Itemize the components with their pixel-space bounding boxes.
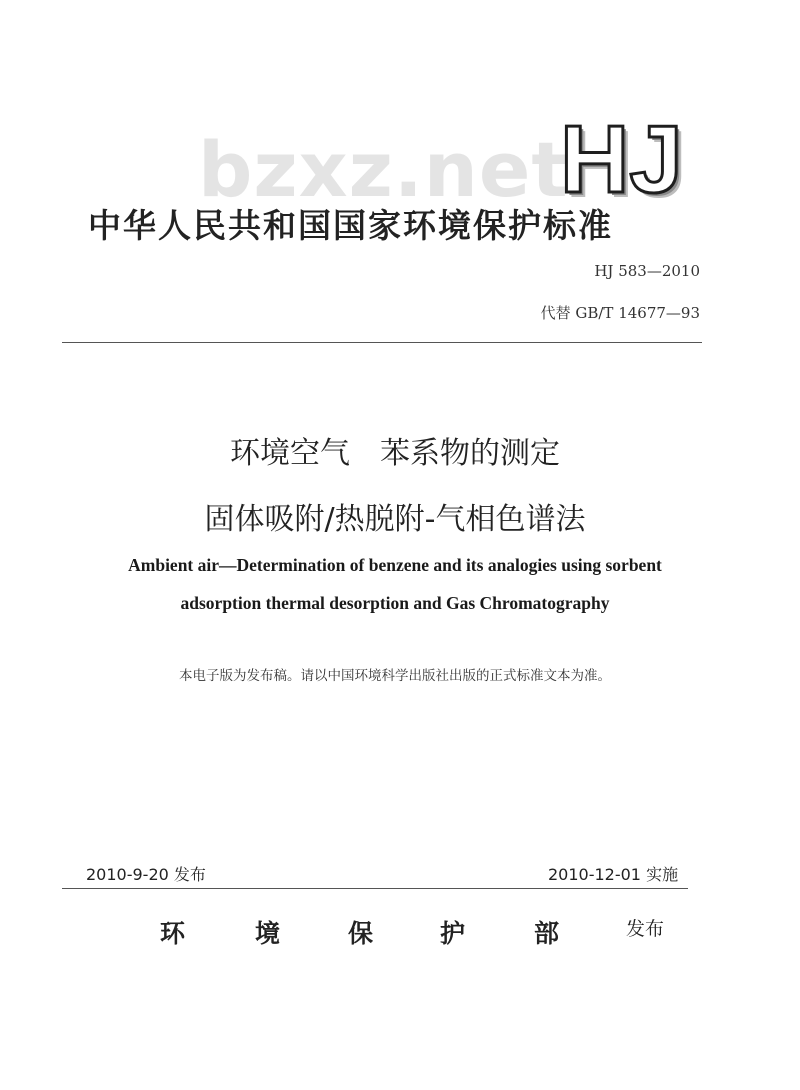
title-en-line-2: adsorption thermal desorption and Gas Chromatography — [180, 593, 610, 613]
hj-logo: HJ — [560, 106, 683, 213]
replaces-standard: 代替 GB/T 14677—93 — [540, 304, 700, 322]
issuer-char: 部 — [534, 919, 560, 948]
effective-date: 2010-12-01 实施 — [548, 865, 679, 884]
issuer-label: 发布 — [626, 918, 665, 940]
standard-number: HJ 583—2010 — [594, 262, 700, 280]
org-title: 中华人民共和国国家环境保护标准 — [88, 206, 613, 245]
header-divider — [62, 342, 702, 343]
issuer-char: 护 — [440, 919, 466, 948]
title-cn-line-2: 固体吸附/热脱附-气相色谱法 — [204, 502, 586, 537]
issuer-char: 环 — [160, 919, 186, 948]
issuer-char: 保 — [348, 919, 374, 948]
footer-divider — [62, 888, 688, 889]
issuer-char: 境 — [255, 919, 281, 948]
release-date: 2010-9-20 发布 — [86, 865, 206, 884]
watermark: bzxz.net — [198, 125, 569, 214]
edition-note: 本电子版为发布稿。请以中国环境科学出版社出版的正式标准文本为准。 — [179, 668, 611, 684]
title-cn-line-1: 环境空气 苯系物的测定 — [230, 436, 560, 471]
title-en-line-1: Ambient air—Determination of benzene and its analogies using sorbent — [128, 555, 662, 575]
